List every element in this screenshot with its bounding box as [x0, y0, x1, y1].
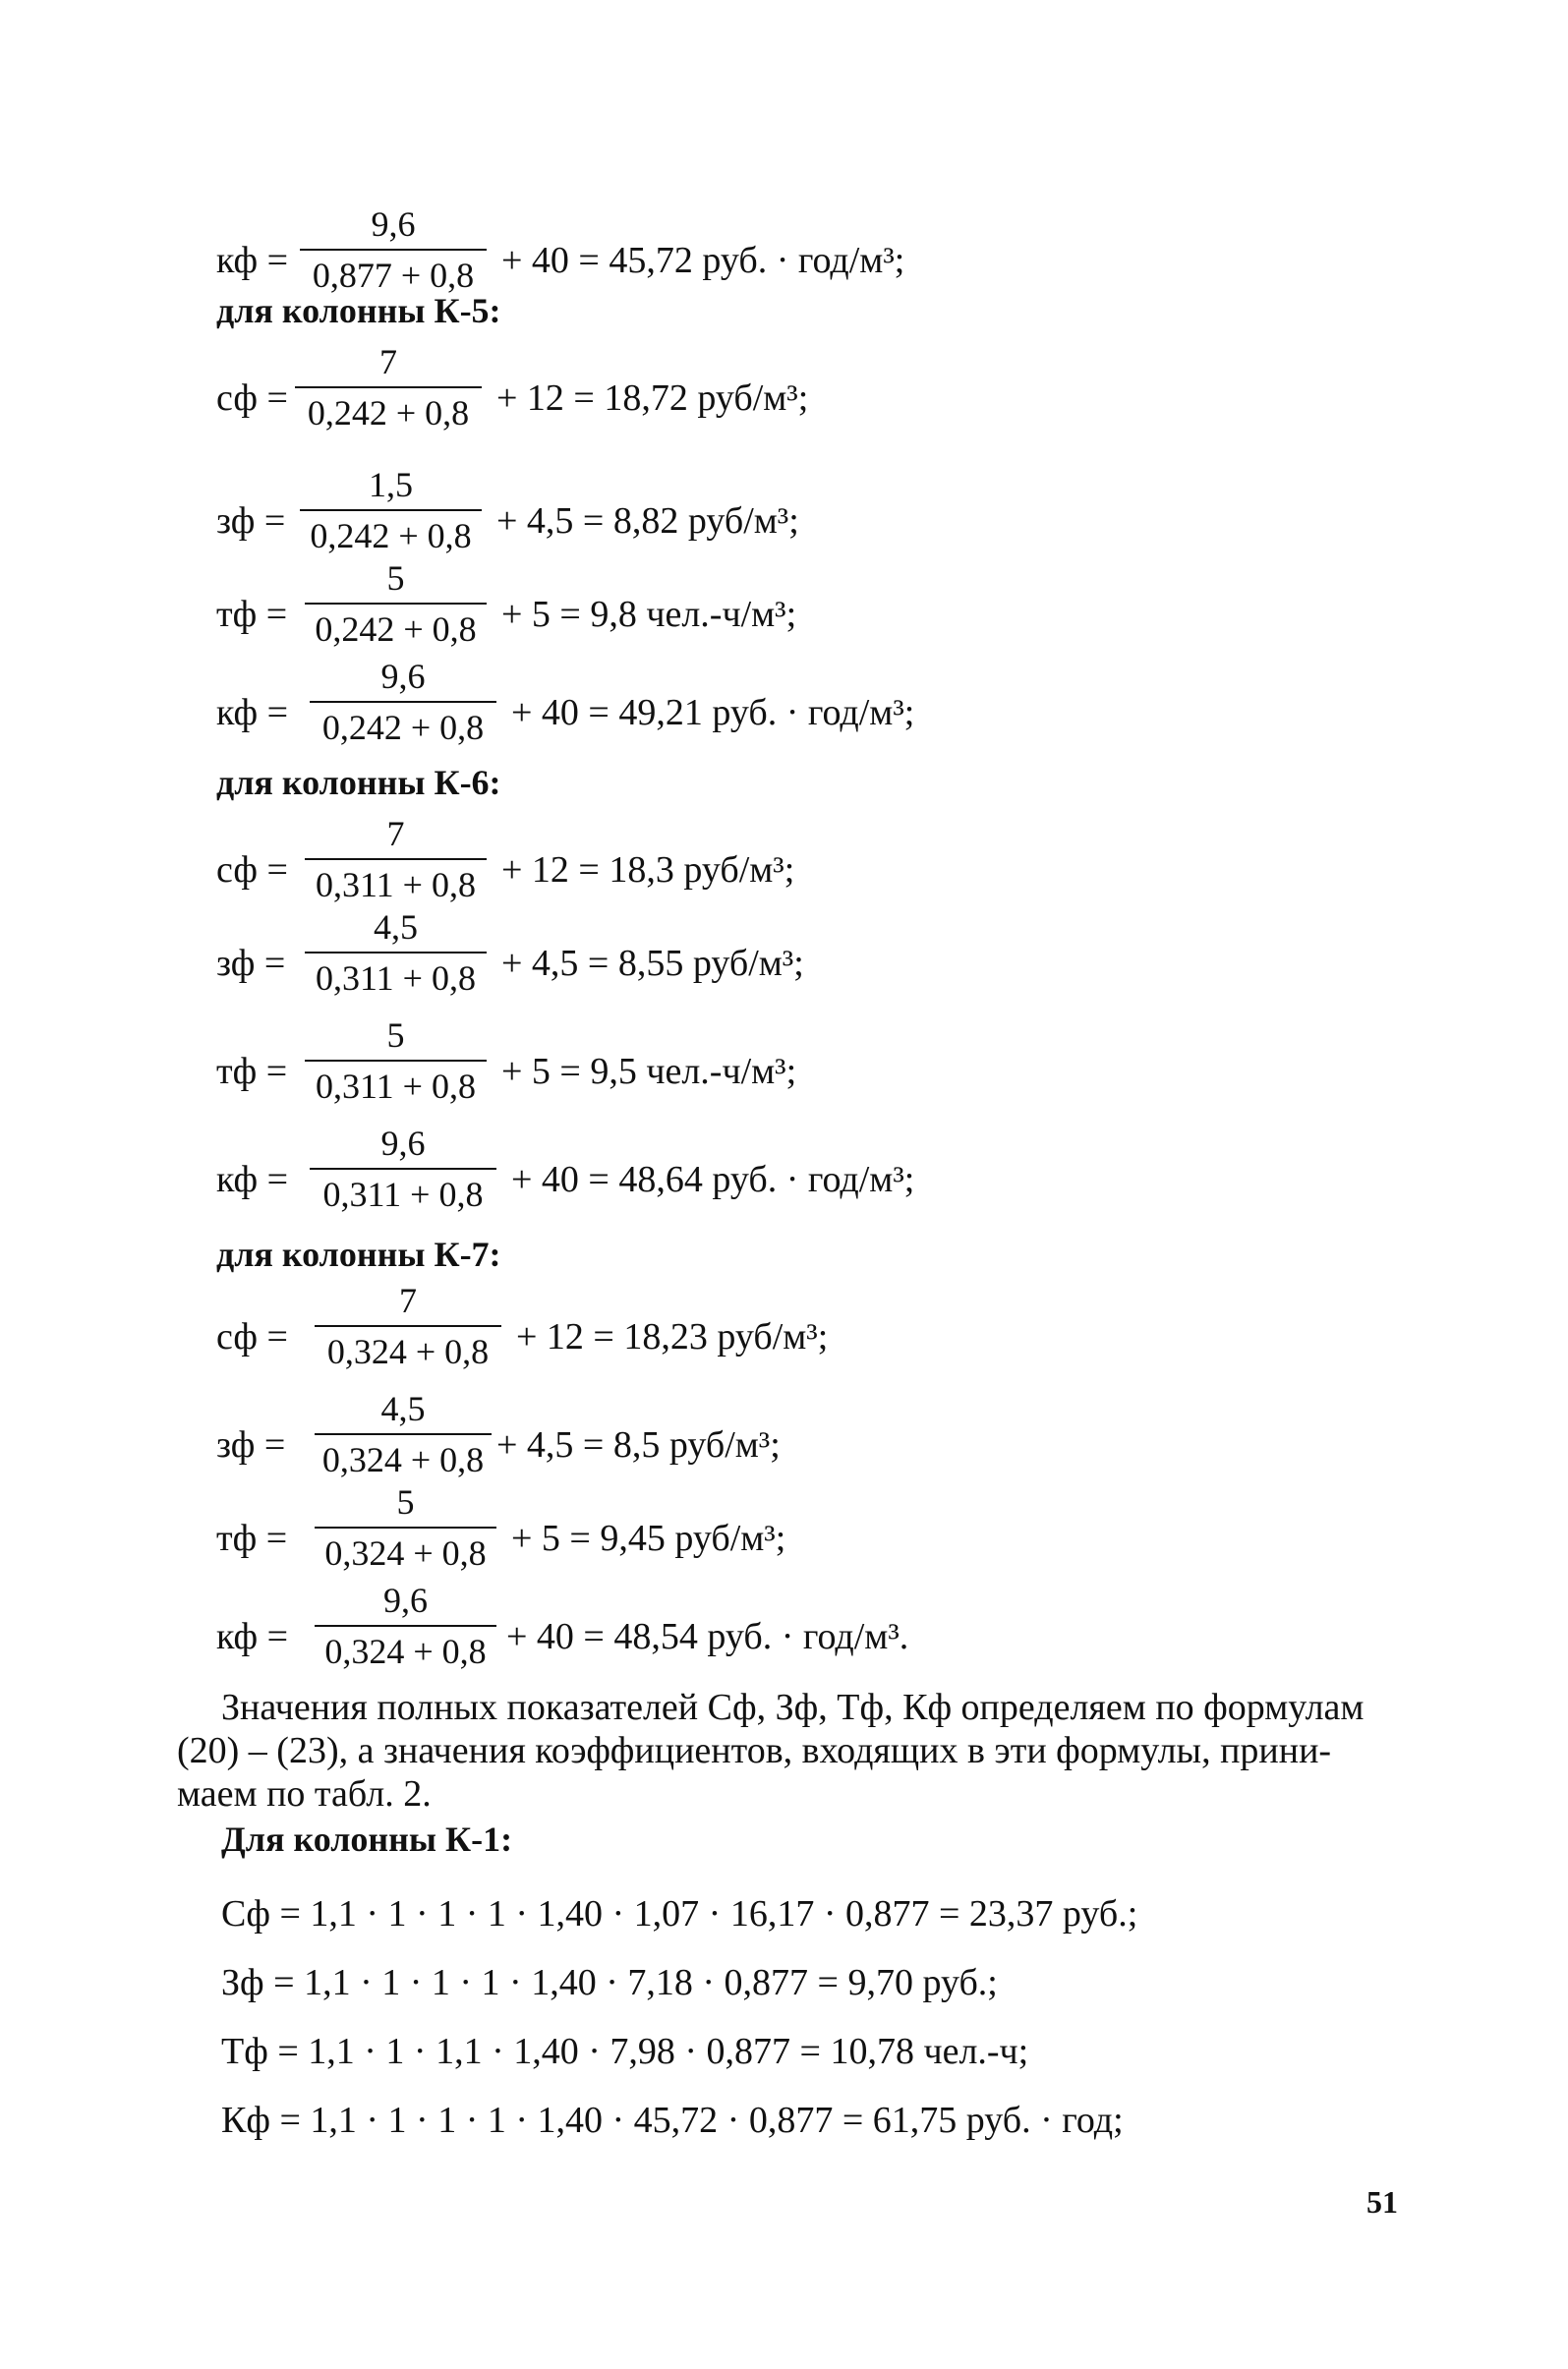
denominator: 0,242 + 0,8 — [310, 516, 472, 555]
formula-rhs: + 5 = 9,8 чел.-ч/м³; — [501, 594, 797, 635]
formula-kf — [216, 654, 1003, 762]
fraction-bar — [305, 952, 487, 953]
fraction-bar — [310, 1168, 496, 1170]
denominator: 0,311 + 0,8 — [316, 865, 476, 904]
denominator: 0,242 + 0,8 — [307, 393, 470, 433]
fraction-bar — [315, 1325, 501, 1327]
fraction-bar — [315, 1625, 496, 1627]
formula-lhs: зф = — [216, 943, 286, 984]
formula-tf — [216, 1012, 1003, 1121]
denominator: 0,311 + 0,8 — [316, 958, 476, 998]
formula-lhs: зф = — [216, 1424, 286, 1466]
denominator: 0,242 + 0,8 — [315, 609, 477, 649]
numerator: 1,5 — [369, 465, 413, 504]
denominator: 0,324 + 0,8 — [324, 1533, 487, 1573]
numerator: 9,6 — [383, 1581, 428, 1620]
formula-rhs: + 5 = 9,45 руб/м³; — [511, 1518, 786, 1559]
numerator: 9,6 — [380, 657, 426, 696]
formula-lhs: тф = — [216, 1051, 288, 1092]
formula-sf — [216, 339, 1003, 447]
formula-lhs: кф = — [216, 692, 289, 733]
paragraph-line: маем по табл. 2. — [177, 1773, 432, 1815]
paragraph-indices — [177, 1686, 1416, 1816]
numerator: 4,5 — [374, 907, 418, 947]
formula-lhs: кф = — [216, 240, 289, 281]
denominator: 0,324 + 0,8 — [326, 1332, 490, 1371]
page-number: 51 — [1366, 2184, 1398, 2220]
formula-lhs: сф = — [216, 849, 288, 891]
formula-rhs: + 4,5 = 8,55 руб/м³; — [501, 943, 804, 984]
formula-lhs: сф = — [216, 1316, 288, 1358]
fraction-bar — [305, 1060, 487, 1062]
formula-rhs: + 40 = 48,54 руб. · год/м³. — [506, 1616, 909, 1657]
paragraph-line: Значения полных показателей Сф, Зф, Тф, Кф определяем по формулам — [221, 1687, 1365, 1728]
k1-line-kf: Кф = 1,1 · 1 · 1 · 1 · 1,40 · 45,72 · 0,877 = 61,75 руб. · год; — [221, 2100, 1124, 2141]
formula-rhs: + 12 = 18,3 руб/м³; — [501, 849, 795, 891]
formula-lhs: тф = — [216, 1518, 288, 1559]
denominator: 0,242 + 0,8 — [321, 708, 485, 747]
fraction-bar — [300, 509, 482, 511]
k1-line-sf: Сф = 1,1 · 1 · 1 · 1 · 1,40 · 1,07 · 16,17 · 0,877 = 23,37 руб.; — [221, 1893, 1138, 1935]
fraction-bar — [305, 603, 487, 605]
numerator: 5 — [396, 1482, 415, 1522]
formula-rhs: + 4,5 = 8,82 руб/м³; — [496, 500, 799, 542]
numerator: 5 — [386, 1015, 405, 1055]
k1-line-tf: Тф = 1,1 · 1 · 1,1 · 1,40 · 7,98 · 0,877 = 10,78 чел.-ч; — [221, 2031, 1029, 2072]
formula-lhs: тф = — [216, 594, 288, 635]
formula-zf — [216, 462, 1003, 570]
formula-zf — [216, 1386, 1003, 1494]
formula-sf — [216, 1278, 1003, 1386]
fraction-bar — [315, 1433, 492, 1435]
formula-lhs: кф = — [216, 1159, 289, 1200]
formula-rhs: + 40 = 48,64 руб. · год/м³; — [511, 1159, 915, 1200]
denominator: 0,311 + 0,8 — [322, 1175, 484, 1214]
formula-kf — [216, 1578, 1003, 1686]
heading-k5: для колонны К-5: — [216, 291, 501, 330]
numerator: 4,5 — [380, 1389, 426, 1428]
denominator: 0,324 + 0,8 — [321, 1440, 485, 1479]
fraction-bar — [310, 701, 496, 703]
numerator: 7 — [379, 342, 397, 381]
paragraph-line: (20) – (23), а значения коэффициентов, входящих в эти формулы, прини- — [177, 1730, 1332, 1771]
denominator: 0,877 + 0,8 — [312, 256, 475, 295]
formula-tf — [216, 1479, 1003, 1588]
formula-rhs: + 12 = 18,23 руб/м³; — [516, 1316, 829, 1358]
fraction-bar — [300, 249, 487, 251]
formula-rhs: + 40 = 49,21 руб. · год/м³; — [511, 692, 915, 733]
numerator: 7 — [399, 1281, 417, 1320]
numerator: 9,6 — [371, 204, 416, 244]
denominator: 0,324 + 0,8 — [324, 1632, 487, 1671]
formula-rhs: + 4,5 = 8,5 руб/м³; — [496, 1424, 781, 1466]
formula-lhs: зф = — [216, 500, 286, 542]
denominator: 0,311 + 0,8 — [316, 1067, 476, 1106]
numerator: 7 — [386, 814, 405, 853]
formula-sf — [216, 811, 1003, 919]
formula-rhs: + 12 = 18,72 руб/м³; — [496, 377, 809, 419]
numerator: 9,6 — [380, 1124, 426, 1163]
formula-lhs: сф = — [216, 377, 288, 419]
formula-rhs: + 5 = 9,5 чел.-ч/м³; — [501, 1051, 797, 1092]
formula-lhs: кф = — [216, 1616, 289, 1657]
heading-k1: Для колонны К-1: — [221, 1820, 513, 1859]
numerator: 5 — [386, 558, 405, 598]
formula-kf — [216, 1121, 1003, 1229]
fraction-bar — [315, 1527, 496, 1529]
fraction-bar — [295, 386, 482, 388]
fraction-bar — [305, 858, 487, 860]
heading-k7: для колонны К-7: — [216, 1235, 501, 1274]
heading-k6: для колонны К-6: — [216, 763, 501, 802]
formula-zf — [216, 904, 1003, 1012]
formula-tf — [216, 555, 1003, 664]
k1-line-zf: Зф = 1,1 · 1 · 1 · 1 · 1,40 · 7,18 · 0,877 = 9,70 руб.; — [221, 1962, 998, 2003]
formula-rhs: + 40 = 45,72 руб. · год/м³; — [501, 240, 905, 281]
